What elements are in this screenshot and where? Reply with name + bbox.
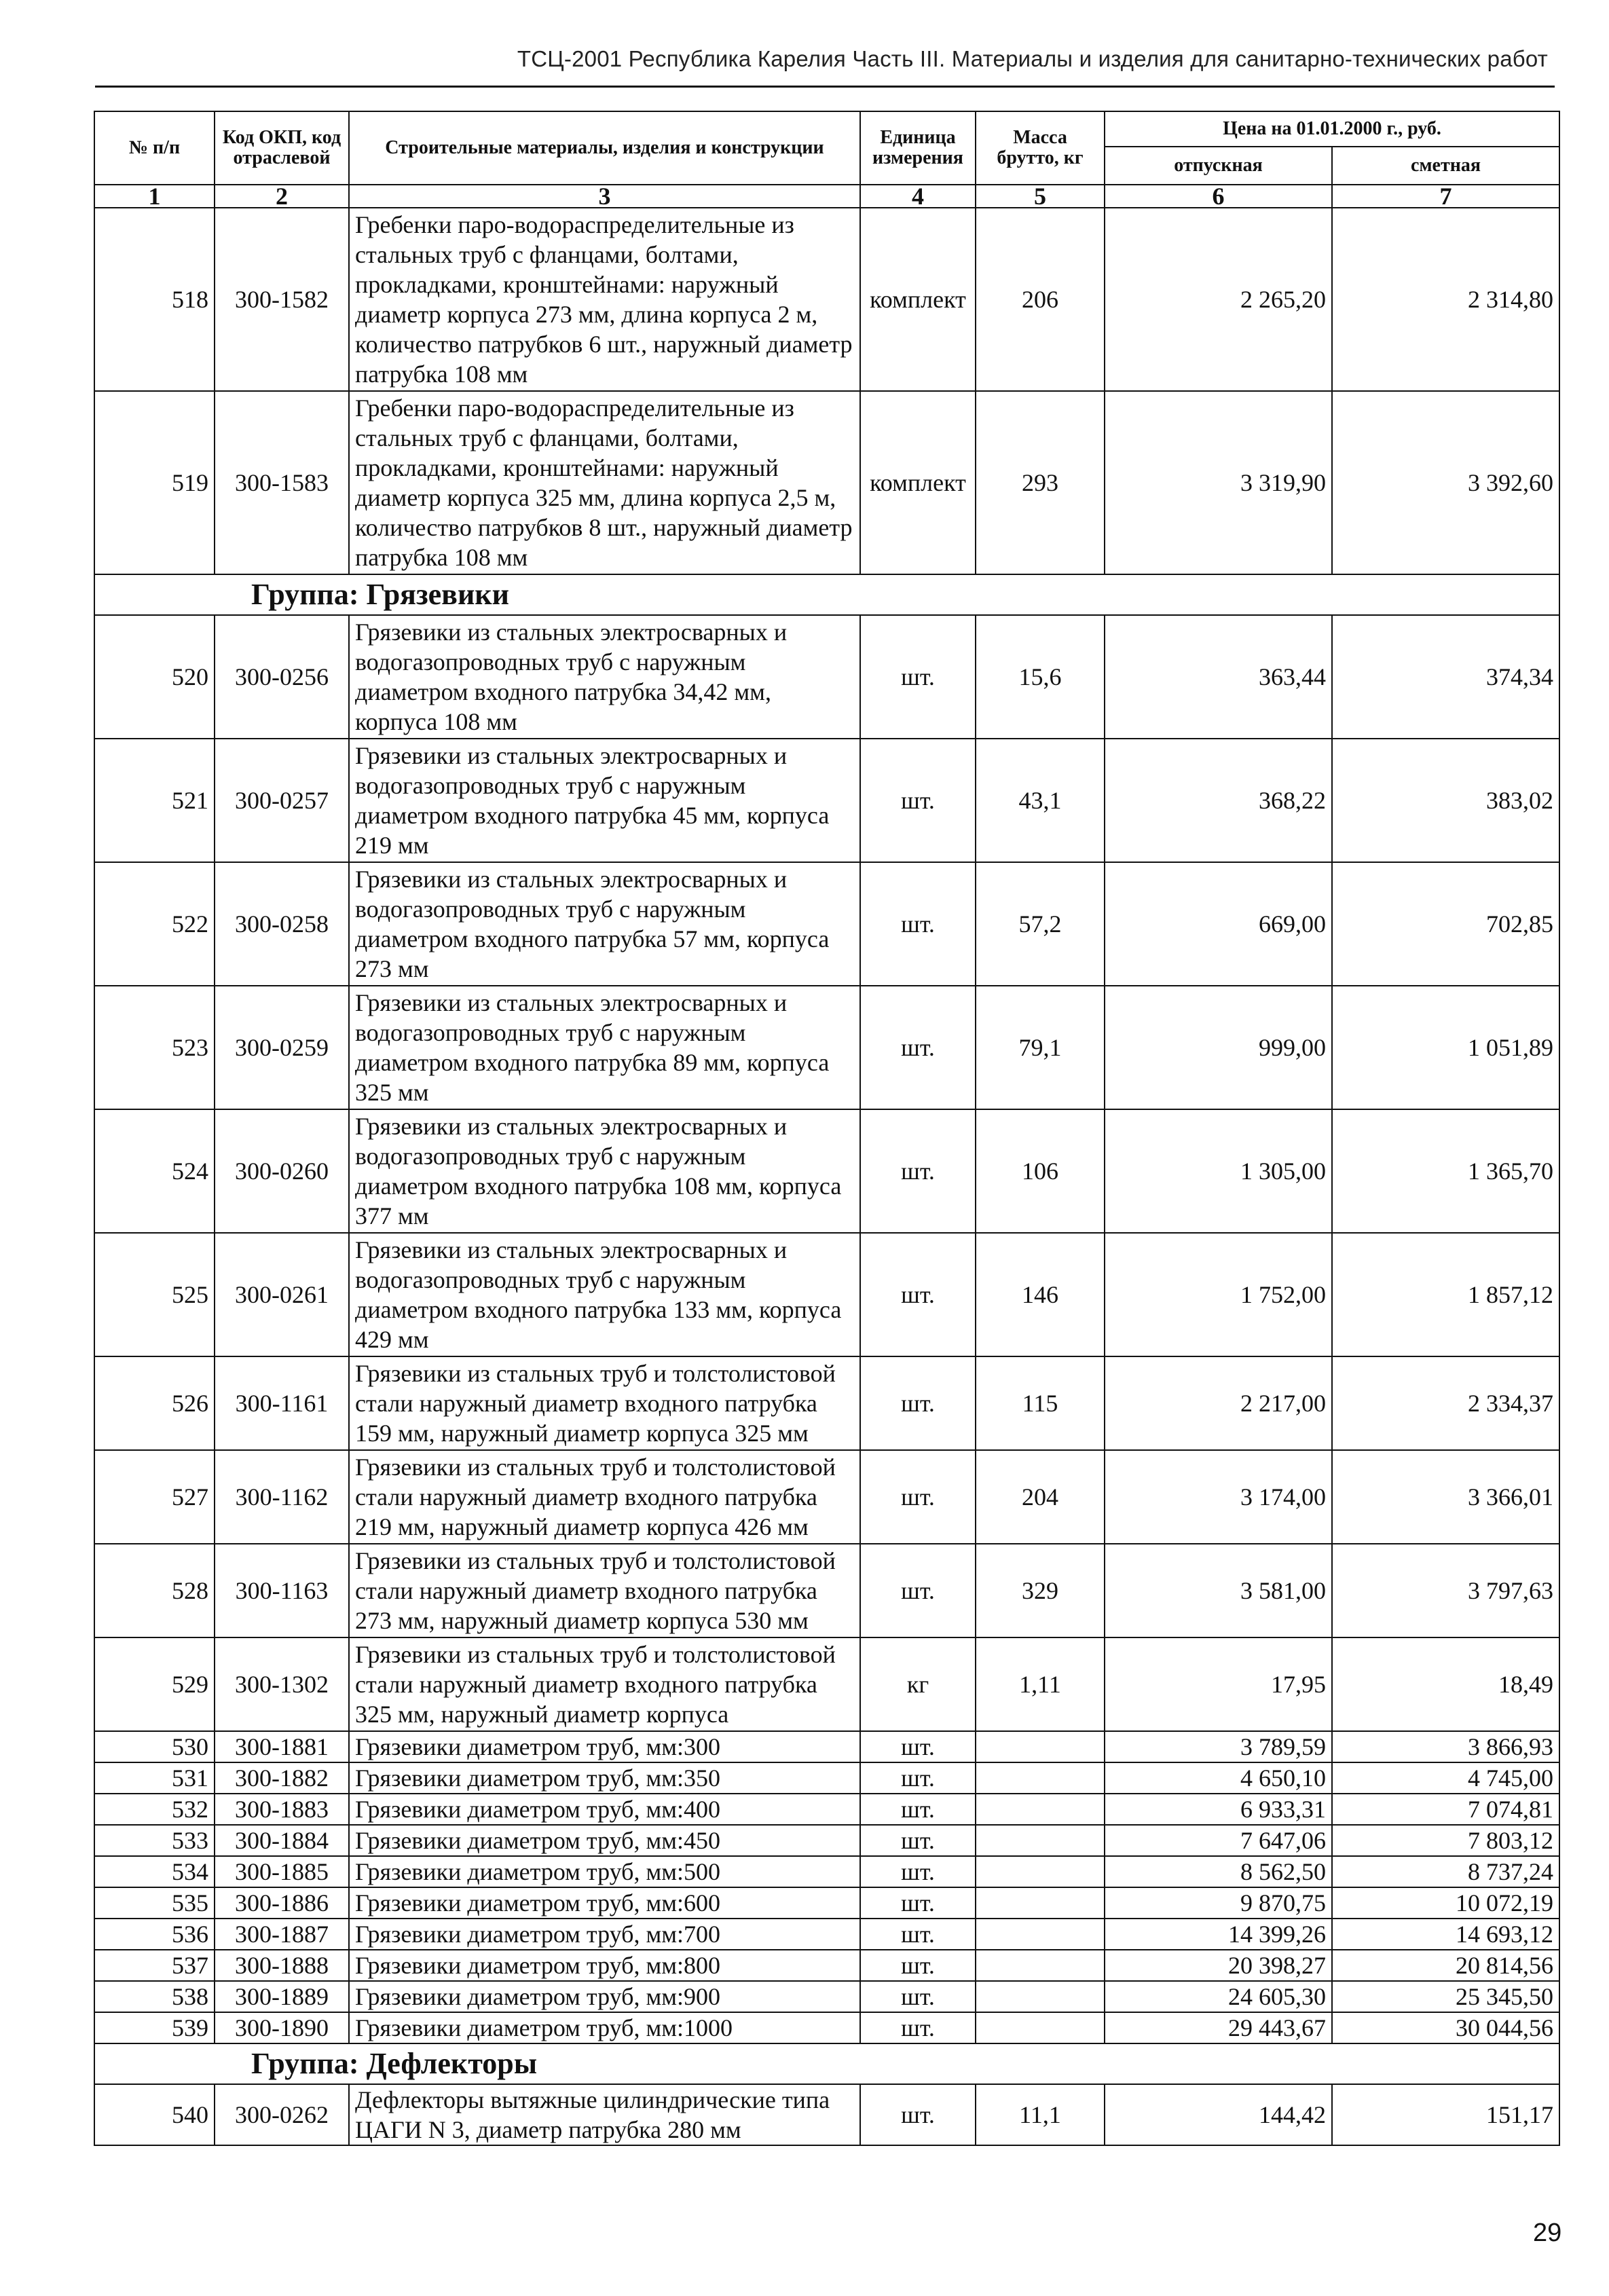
cell-no: 531	[94, 1762, 215, 1794]
cell-code: 300-1888	[215, 1950, 349, 1981]
table-row	[94, 986, 1559, 1109]
cell-price-release: 24 605,30	[1105, 1981, 1332, 2012]
header-no: № п/п	[94, 111, 215, 185]
cell-price-release: 14 399,26	[1105, 1919, 1332, 1950]
cell-price-estimate: 2 334,37	[1332, 1356, 1559, 1450]
cell-code: 300-0257	[215, 739, 349, 862]
cell-name: Грязевики диаметром труб, мм:800	[349, 1950, 860, 1981]
cell-price-estimate: 4 745,00	[1332, 1762, 1559, 1794]
cell-price-estimate: 1 051,89	[1332, 986, 1559, 1109]
cell-mass: 15,6	[976, 615, 1105, 739]
cell-price-release: 20 398,27	[1105, 1950, 1332, 1981]
cell-price-estimate: 1 857,12	[1332, 1233, 1559, 1356]
cell-price-release: 1 305,00	[1105, 1109, 1332, 1233]
cell-no: 533	[94, 1825, 215, 1856]
column-number: 2	[215, 185, 349, 208]
cell-unit: шт.	[860, 2084, 976, 2145]
cell-unit: шт.	[860, 615, 976, 739]
cell-no: 528	[94, 1544, 215, 1637]
cell-price-release: 2 217,00	[1105, 1356, 1332, 1450]
cell-price-release: 8 562,50	[1105, 1856, 1332, 1887]
cell-mass: 57,2	[976, 862, 1105, 986]
cell-unit: шт.	[860, 2012, 976, 2043]
table-row	[94, 615, 1559, 739]
cell-code: 300-0258	[215, 862, 349, 986]
cell-name: Грязевики диаметром труб, мм:700	[349, 1919, 860, 1950]
header-unit: Единица измерения	[860, 111, 976, 185]
cell-price-estimate: 2 314,80	[1332, 208, 1559, 391]
cell-unit: шт.	[860, 1450, 976, 1544]
table-row	[94, 1919, 1559, 1950]
cell-price-estimate: 151,17	[1332, 2084, 1559, 2145]
cell-code: 300-1881	[215, 1731, 349, 1762]
cell-price-release: 999,00	[1105, 986, 1332, 1109]
group-title: Группа: Грязевики	[94, 574, 1559, 615]
cell-name: Грязевики из стальных труб и толстолистовой стали наружный диаметр входного патрубка 219 мм, наружный диаметр корпуса 426 мм	[349, 1450, 860, 1544]
cell-mass: 1,11	[976, 1637, 1105, 1731]
cell-mass: 11,1	[976, 2084, 1105, 2145]
header-code: Код ОКП, код отраслевой	[215, 111, 349, 185]
cell-no: 518	[94, 208, 215, 391]
page-number: 29	[1533, 2219, 1562, 2247]
cell-mass	[976, 1981, 1105, 2012]
cell-mass	[976, 2012, 1105, 2043]
cell-code: 300-0259	[215, 986, 349, 1109]
cell-price-estimate: 14 693,12	[1332, 1919, 1559, 1950]
cell-mass: 293	[976, 391, 1105, 574]
table-row	[94, 1794, 1559, 1825]
table-row	[94, 1731, 1559, 1762]
cell-mass	[976, 1731, 1105, 1762]
cell-price-estimate: 7 074,81	[1332, 1794, 1559, 1825]
cell-unit: шт.	[860, 1109, 976, 1233]
cell-name: Гребенки паро-водораспределительные из стальных труб с фланцами, болтами, прокладками, кронштейнами: наружный диаметр корпуса 325 мм, длина корпуса 2,5 м, количество патрубков 8 шт., наружный диаметр патрубка 108 мм	[349, 391, 860, 574]
cell-price-estimate: 7 803,12	[1332, 1825, 1559, 1856]
cell-unit: шт.	[860, 739, 976, 862]
cell-price-estimate: 3 797,63	[1332, 1544, 1559, 1637]
table-body	[94, 208, 1559, 2145]
cell-name: Грязевики из стальных электросварных и водогазопроводных труб с наружным диаметром входного патрубка 89 мм, корпуса 325 мм	[349, 986, 860, 1109]
table-row	[94, 2012, 1559, 2043]
cell-price-estimate: 3 366,01	[1332, 1450, 1559, 1544]
cell-name: Грязевики из стальных труб и толстолистовой стали наружный диаметр входного патрубка 325 мм, наружный диаметр корпуса	[349, 1637, 860, 1731]
table-row	[94, 862, 1559, 986]
table-row	[94, 1856, 1559, 1887]
cell-name: Грязевики из стальных электросварных и водогазопроводных труб с наружным диаметром входного патрубка 34,42 мм, корпуса 108 мм	[349, 615, 860, 739]
cell-name: Грязевики из стальных труб и толстолистовой стали наружный диаметр входного патрубка 159 мм, наружный диаметр корпуса 325 мм	[349, 1356, 860, 1450]
cell-price-release: 6 933,31	[1105, 1794, 1332, 1825]
cell-unit: шт.	[860, 1762, 976, 1794]
cell-price-estimate: 702,85	[1332, 862, 1559, 986]
cell-mass: 206	[976, 208, 1105, 391]
cell-code: 300-1302	[215, 1637, 349, 1731]
cell-code: 300-1162	[215, 1450, 349, 1544]
cell-no: 522	[94, 862, 215, 986]
cell-price-release: 3 319,90	[1105, 391, 1332, 574]
cell-code: 300-0260	[215, 1109, 349, 1233]
header-rule	[95, 86, 1555, 88]
cell-mass: 106	[976, 1109, 1105, 1233]
cell-name: Грязевики диаметром труб, мм:1000	[349, 2012, 860, 2043]
cell-price-estimate: 8 737,24	[1332, 1856, 1559, 1887]
column-number: 5	[976, 185, 1105, 208]
group-title: Группа: Дефлекторы	[94, 2043, 1559, 2084]
group-row	[94, 2043, 1559, 2084]
cell-code: 300-1890	[215, 2012, 349, 2043]
cell-code: 300-0262	[215, 2084, 349, 2145]
header-mass: Масса брутто, кг	[976, 111, 1105, 185]
table-row	[94, 1109, 1559, 1233]
cell-price-release: 1 752,00	[1105, 1233, 1332, 1356]
cell-price-release: 9 870,75	[1105, 1887, 1332, 1919]
cell-name: Грязевики из стальных труб и толстолистовой стали наружный диаметр входного патрубка 273 мм, наружный диаметр корпуса 530 мм	[349, 1544, 860, 1637]
column-number: 1	[94, 185, 215, 208]
cell-unit: шт.	[860, 1731, 976, 1762]
cell-no: 529	[94, 1637, 215, 1731]
cell-mass	[976, 1762, 1105, 1794]
cell-price-estimate: 383,02	[1332, 739, 1559, 862]
table-row	[94, 1981, 1559, 2012]
table-row	[94, 1450, 1559, 1544]
cell-code: 300-1161	[215, 1356, 349, 1450]
cell-name: Грязевики из стальных электросварных и водогазопроводных труб с наружным диаметром входного патрубка 108 мм, корпуса 377 мм	[349, 1109, 860, 1233]
table-row	[94, 1825, 1559, 1856]
table-row	[94, 2084, 1559, 2145]
cell-name: Грязевики диаметром труб, мм:500	[349, 1856, 860, 1887]
table-row	[94, 1762, 1559, 1794]
cell-no: 530	[94, 1731, 215, 1762]
cell-price-release: 144,42	[1105, 2084, 1332, 2145]
cell-mass	[976, 1950, 1105, 1981]
cell-mass: 43,1	[976, 739, 1105, 862]
cell-code: 300-1887	[215, 1919, 349, 1950]
header-price-group: Цена на 01.01.2000 г., руб.	[1105, 111, 1559, 147]
cell-name: Грязевики диаметром труб, мм:350	[349, 1762, 860, 1794]
cell-mass: 146	[976, 1233, 1105, 1356]
group-row	[94, 574, 1559, 615]
table-row	[94, 1544, 1559, 1637]
cell-code: 300-1885	[215, 1856, 349, 1887]
running-header: ТСЦ-2001 Республика Карелия Часть III. Материалы и изделия для санитарно-технических работ	[517, 46, 1548, 71]
cell-code: 300-1884	[215, 1825, 349, 1856]
cell-name: Грязевики диаметром труб, мм:900	[349, 1981, 860, 2012]
cell-no: 527	[94, 1450, 215, 1544]
cell-code: 300-1882	[215, 1762, 349, 1794]
cell-name: Грязевики диаметром труб, мм:400	[349, 1794, 860, 1825]
cell-no: 523	[94, 986, 215, 1109]
cell-no: 519	[94, 391, 215, 574]
cell-unit: шт.	[860, 1825, 976, 1856]
cell-mass	[976, 1887, 1105, 1919]
cell-unit: шт.	[860, 1950, 976, 1981]
cell-name: Грязевики из стальных электросварных и водогазопроводных труб с наружным диаметром входного патрубка 45 мм, корпуса 219 мм	[349, 739, 860, 862]
cell-no: 524	[94, 1109, 215, 1233]
cell-unit: шт.	[860, 1919, 976, 1950]
cell-no: 520	[94, 615, 215, 739]
cell-unit: шт.	[860, 1233, 976, 1356]
cell-unit: шт.	[860, 1794, 976, 1825]
table-row	[94, 1356, 1559, 1450]
cell-unit: шт.	[860, 862, 976, 986]
cell-price-estimate: 20 814,56	[1332, 1950, 1559, 1981]
cell-no: 540	[94, 2084, 215, 2145]
cell-name: Гребенки паро-водораспределительные из стальных труб с фланцами, болтами, прокладками, кронштейнами: наружный диаметр корпуса 273 мм, длина корпуса 2 м, количество патрубков 6 шт., наружный диаметр патрубка 108 мм	[349, 208, 860, 391]
cell-name: Грязевики диаметром труб, мм:450	[349, 1825, 860, 1856]
cell-price-release: 3 581,00	[1105, 1544, 1332, 1637]
cell-price-release: 669,00	[1105, 862, 1332, 986]
cell-price-release: 2 265,20	[1105, 208, 1332, 391]
cell-code: 300-1583	[215, 391, 349, 574]
cell-price-release: 17,95	[1105, 1637, 1332, 1731]
cell-unit: шт.	[860, 1356, 976, 1450]
price-table	[94, 111, 1560, 2146]
cell-price-release: 4 650,10	[1105, 1762, 1332, 1794]
cell-no: 532	[94, 1794, 215, 1825]
cell-code: 300-0256	[215, 615, 349, 739]
cell-unit: шт.	[860, 1856, 976, 1887]
table-row	[94, 1637, 1559, 1731]
column-number: 3	[349, 185, 860, 208]
table-row	[94, 1887, 1559, 1919]
cell-price-estimate: 3 392,60	[1332, 391, 1559, 574]
column-number: 7	[1332, 185, 1559, 208]
cell-price-release: 368,22	[1105, 739, 1332, 862]
cell-code: 300-1582	[215, 208, 349, 391]
table-row	[94, 1233, 1559, 1356]
cell-price-estimate: 25 345,50	[1332, 1981, 1559, 2012]
cell-price-release: 3 174,00	[1105, 1450, 1332, 1544]
table-row	[94, 391, 1559, 574]
cell-unit: комплект	[860, 208, 976, 391]
cell-price-estimate: 30 044,56	[1332, 2012, 1559, 2043]
cell-no: 526	[94, 1356, 215, 1450]
cell-name: Грязевики из стальных электросварных и водогазопроводных труб с наружным диаметром входного патрубка 133 мм, корпуса 429 мм	[349, 1233, 860, 1356]
cell-code: 300-1163	[215, 1544, 349, 1637]
cell-mass	[976, 1919, 1105, 1950]
cell-unit: кг	[860, 1637, 976, 1731]
cell-name: Грязевики диаметром труб, мм:300	[349, 1731, 860, 1762]
cell-mass	[976, 1794, 1105, 1825]
header-price-estimate: сметная	[1332, 147, 1559, 185]
cell-unit: шт.	[860, 1887, 976, 1919]
cell-mass: 115	[976, 1356, 1105, 1450]
cell-unit: шт.	[860, 986, 976, 1109]
cell-price-estimate: 3 866,93	[1332, 1731, 1559, 1762]
table-row	[94, 208, 1559, 391]
cell-no: 521	[94, 739, 215, 862]
cell-mass: 204	[976, 1450, 1105, 1544]
cell-code: 300-1883	[215, 1794, 349, 1825]
cell-unit: шт.	[860, 1544, 976, 1637]
cell-no: 539	[94, 2012, 215, 2043]
cell-price-release: 29 443,67	[1105, 2012, 1332, 2043]
cell-price-release: 363,44	[1105, 615, 1332, 739]
cell-no: 535	[94, 1887, 215, 1919]
cell-mass: 329	[976, 1544, 1105, 1637]
column-number: 6	[1105, 185, 1332, 208]
cell-unit: комплект	[860, 391, 976, 574]
cell-name: Дефлекторы вытяжные цилиндрические типа ЦАГИ N 3, диаметр патрубка 280 мм	[349, 2084, 860, 2145]
cell-price-estimate: 1 365,70	[1332, 1109, 1559, 1233]
cell-unit: шт.	[860, 1981, 976, 2012]
cell-no: 536	[94, 1919, 215, 1950]
cell-no: 538	[94, 1981, 215, 2012]
cell-no: 537	[94, 1950, 215, 1981]
cell-price-release: 3 789,59	[1105, 1731, 1332, 1762]
cell-price-release: 7 647,06	[1105, 1825, 1332, 1856]
header-price-release: отпускная	[1105, 147, 1332, 185]
cell-mass	[976, 1825, 1105, 1856]
column-number: 4	[860, 185, 976, 208]
cell-no: 534	[94, 1856, 215, 1887]
cell-no: 525	[94, 1233, 215, 1356]
table-row	[94, 739, 1559, 862]
cell-mass: 79,1	[976, 986, 1105, 1109]
cell-price-estimate: 10 072,19	[1332, 1887, 1559, 1919]
cell-code: 300-0261	[215, 1233, 349, 1356]
cell-name: Грязевики диаметром труб, мм:600	[349, 1887, 860, 1919]
cell-name: Грязевики из стальных электросварных и водогазопроводных труб с наружным диаметром входного патрубка 57 мм, корпуса 273 мм	[349, 862, 860, 986]
cell-mass	[976, 1856, 1105, 1887]
cell-code: 300-1886	[215, 1887, 349, 1919]
table-row	[94, 1950, 1559, 1981]
cell-price-estimate: 18,49	[1332, 1637, 1559, 1731]
cell-price-estimate: 374,34	[1332, 615, 1559, 739]
cell-code: 300-1889	[215, 1981, 349, 2012]
header-name: Строительные материалы, изделия и конструкции	[349, 111, 860, 185]
